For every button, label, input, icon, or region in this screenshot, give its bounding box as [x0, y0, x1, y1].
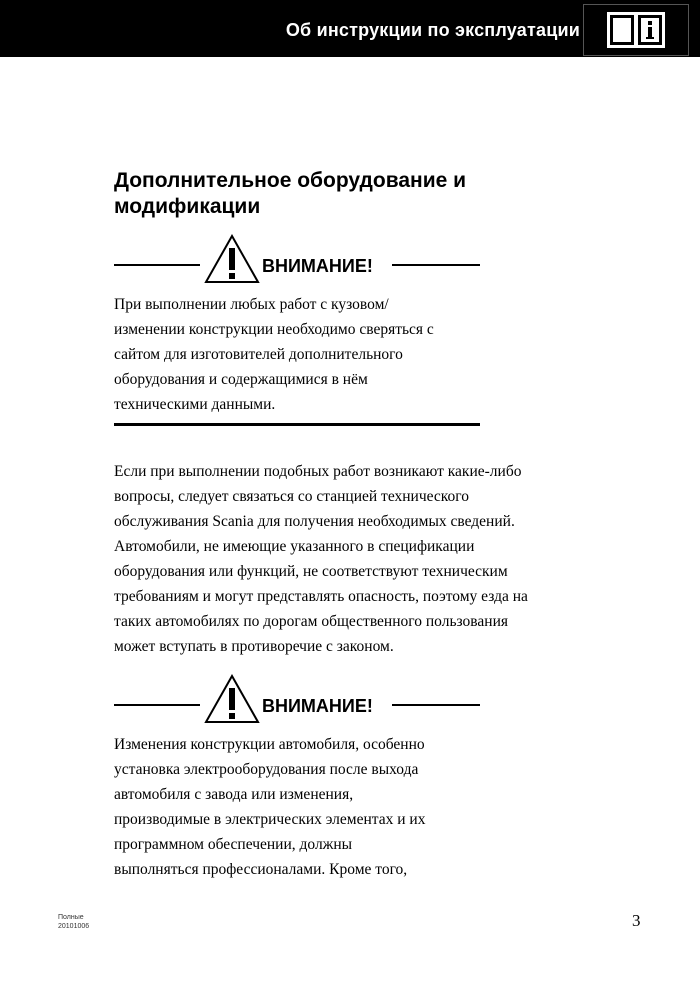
header-title: Об инструкции по эксплуатации: [285, 20, 580, 40]
warning-1-line: техническими данными.: [114, 396, 276, 413]
body-paragraph: [114, 459, 594, 659]
warning-2-left-line: [114, 704, 200, 706]
warning-1-line: изменении конструкции необходимо сверяться с: [114, 321, 434, 338]
body-line: таких автомобилях по дорогам общественного пользования: [114, 613, 509, 630]
warning-1-right-line: [392, 264, 480, 266]
header-icon-box: [583, 4, 689, 56]
body-line: требованиям и могут представлять опасность, поэтому езда на: [114, 588, 528, 605]
body-line: оборудования или функций, не соответствуют техническим: [114, 563, 508, 580]
footer-note: [58, 913, 89, 931]
warning-1-line: При выполнении любых работ с кузовом/: [114, 296, 389, 313]
warning-2-line: выполняться профессионалами. Кроме того,: [114, 861, 408, 878]
footer-note-line-1: Полные: [58, 914, 84, 921]
book-info-icon: [606, 9, 666, 51]
warning-2-line: производимые в электрических элементах и их: [114, 811, 426, 828]
warning-1-left-line: [114, 264, 200, 266]
warning-2-line: установка электрооборудования после выхода: [114, 761, 419, 778]
warning-1-banner: [114, 234, 480, 290]
body-line: вопросы, следует связаться со станцией технического: [114, 488, 469, 505]
warning-1-line: оборудования и содержащимися в нём: [114, 371, 368, 388]
warning-1-line: сайтом для изготовителей дополнительного: [114, 346, 403, 363]
warning-2-banner: [114, 674, 480, 730]
warning-triangle-icon: [204, 234, 260, 284]
warning-triangle-icon: [204, 674, 260, 724]
warning-2-label: ВНИМАНИЕ!: [262, 696, 373, 716]
page-number: 3: [632, 911, 641, 930]
warning-2-line: программном обеспечении, должны: [114, 836, 353, 853]
warning-1-label: ВНИМАНИЕ!: [262, 256, 373, 276]
warning-2-line: Изменения конструкции автомобиля, особенно: [114, 736, 425, 753]
footer-note-line-2: 20101006: [58, 923, 90, 930]
body-line: Если при выполнении подобных работ возникают какие-либо: [114, 463, 522, 480]
body-line: Автомобили, не имеющие указанного в спецификации: [114, 538, 475, 555]
warning-2-text: [114, 732, 494, 882]
body-line: может вступать в противоречие с законом.: [114, 638, 394, 655]
section-heading: Дополнительное оборудование и модификации: [114, 169, 467, 218]
body-line: обслуживания Scania для получения необходимых сведений.: [114, 513, 515, 530]
warning-1-text: [114, 292, 494, 417]
warning-1-bottom-rule: [114, 423, 480, 426]
warning-2-line: автомобиля с завода или изменения,: [114, 786, 354, 803]
warning-2-right-line: [392, 704, 480, 706]
